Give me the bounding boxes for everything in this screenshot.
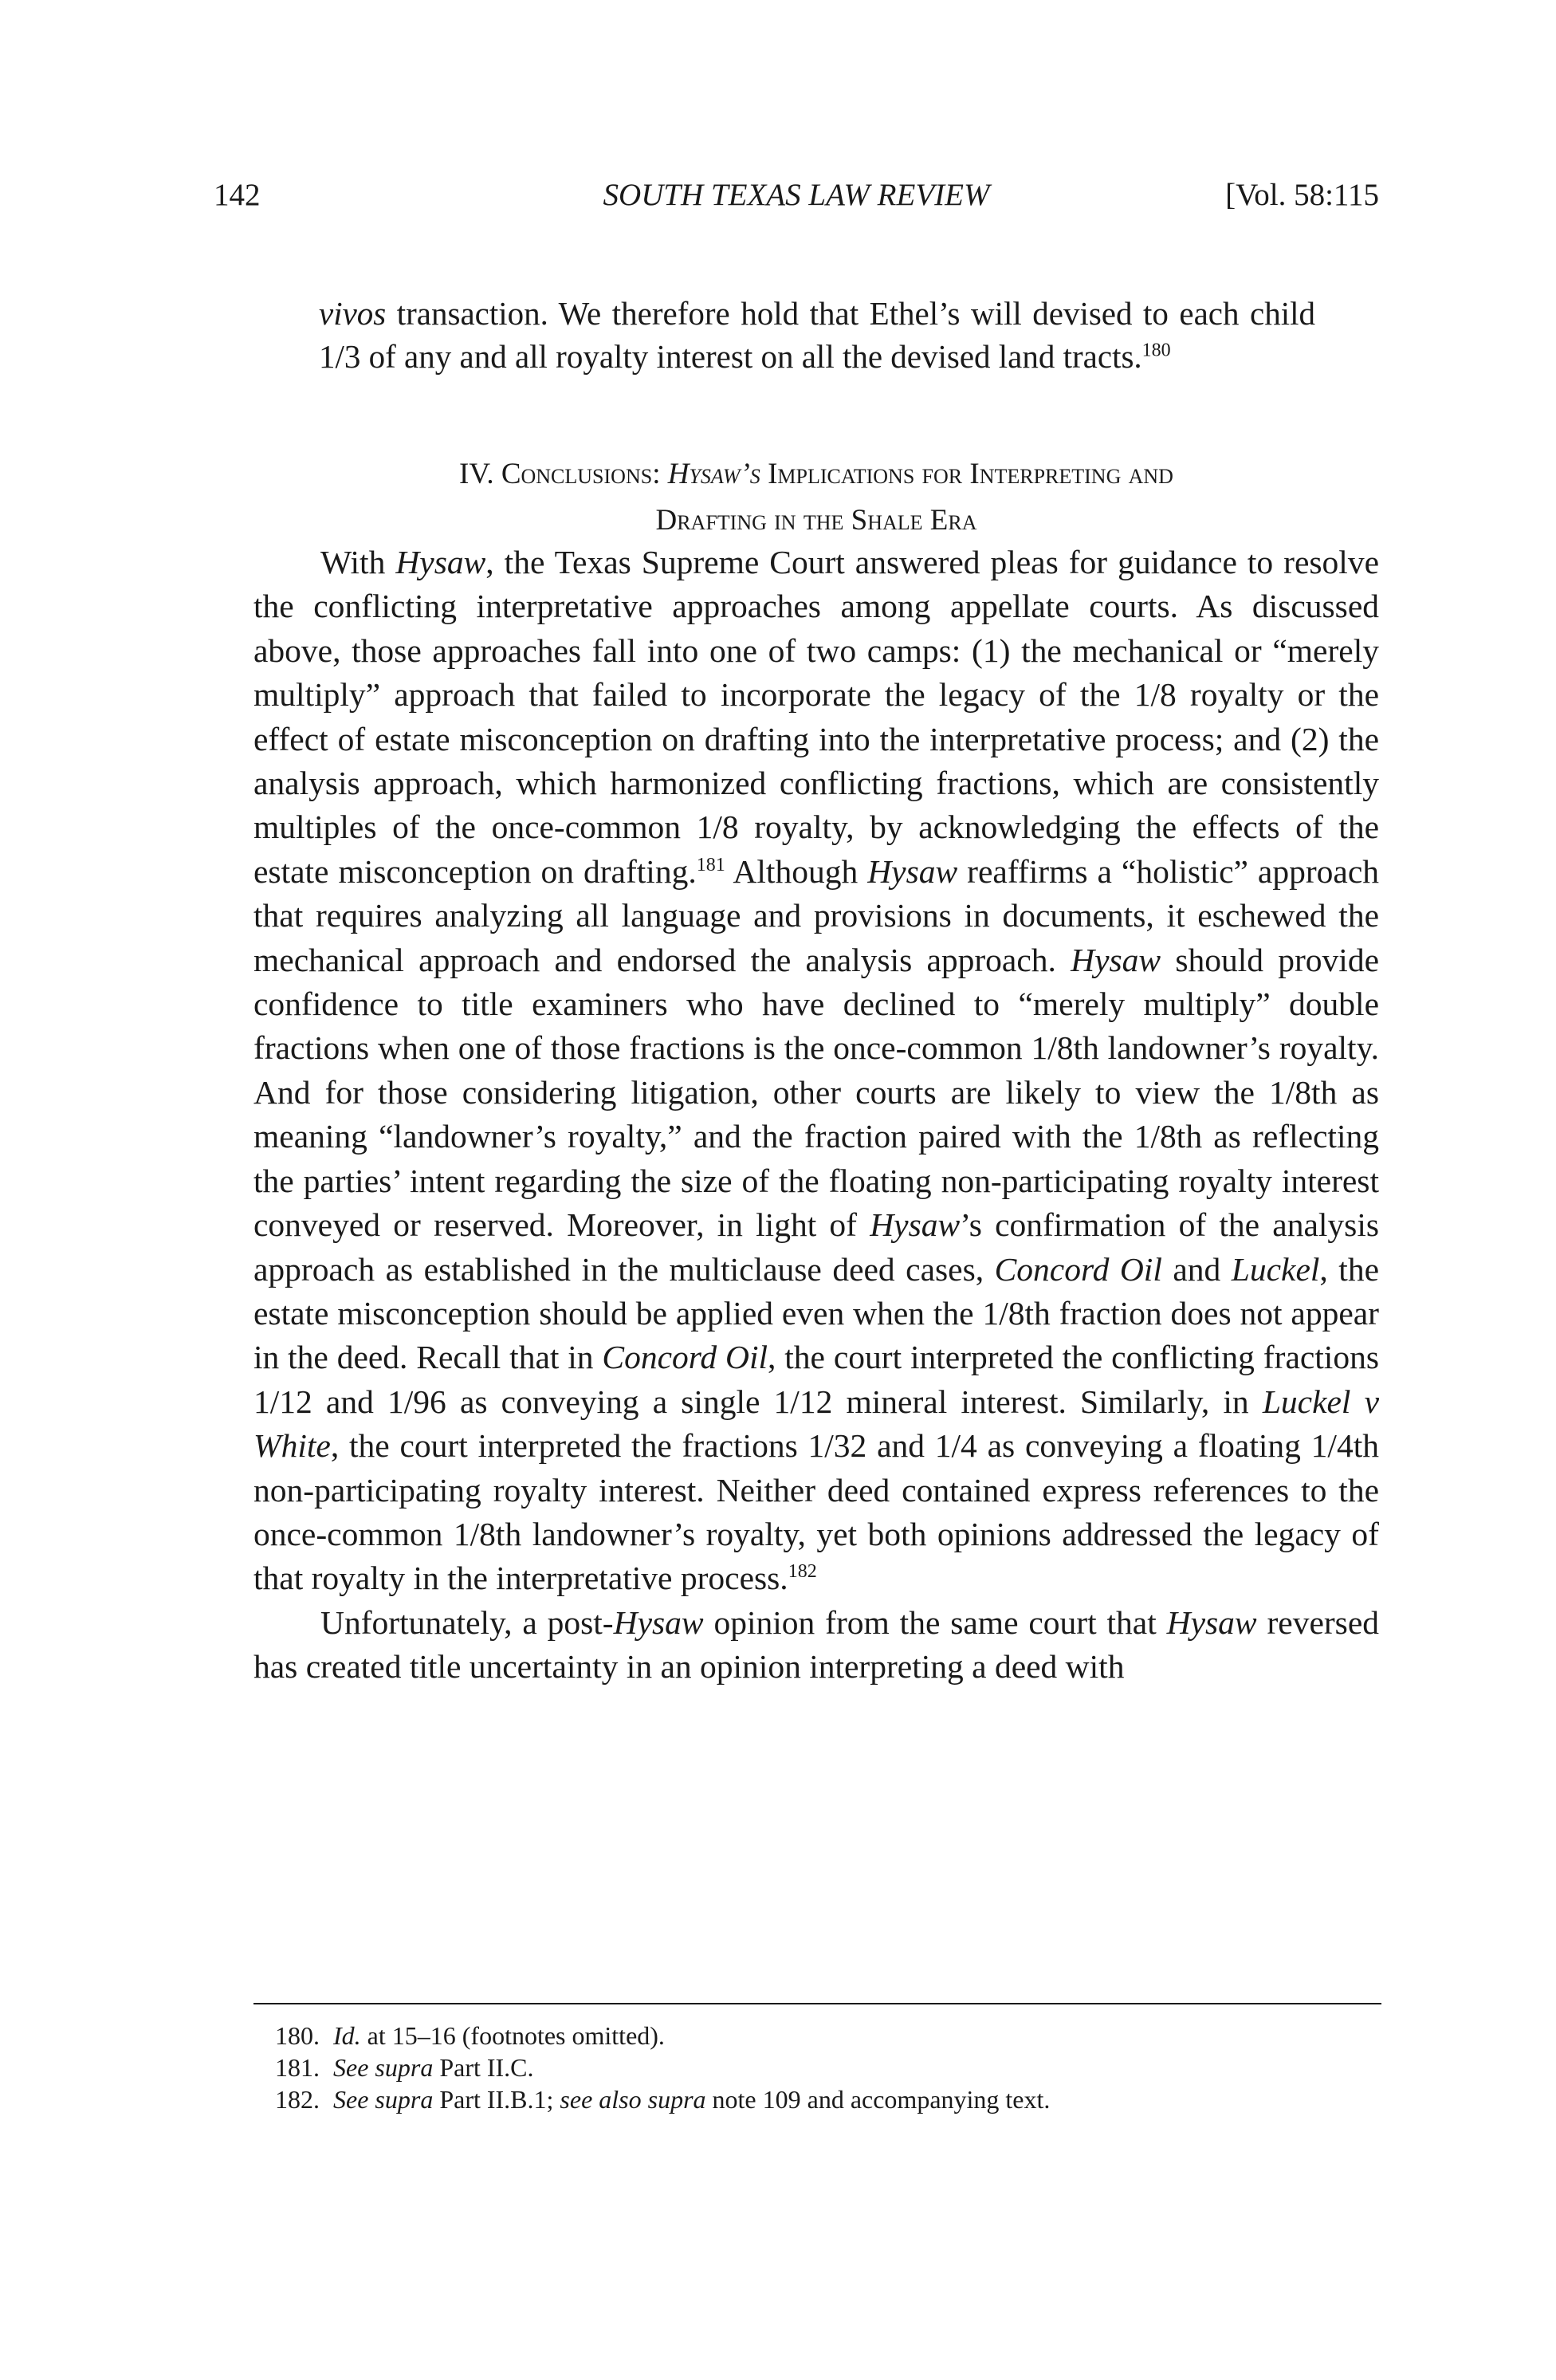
footnote-signal: See supra [333,2053,434,2082]
quote-text: transaction. We therefore hold that Ethel’s will devised to each child 1/3 of any and all royalty interest on all the devised land tracts. [319,295,1315,375]
footnote-signal: See supra [333,2085,434,2114]
case-name: Concord Oil [994,1250,1162,1288]
footnote-text [333,2083,1379,2115]
footnote-text [333,2020,1379,2052]
heading-conclusions: Conclusions: [501,458,668,490]
p1-text: , the court interpreted the conflicting fractions 1/12 and 1/96 as conveying a single 1/12 mineral interest. Similarly, in [253,1339,1379,1420]
footnote-182 [253,2083,1379,2115]
case-name: Hysaw [1166,1603,1257,1641]
footnote-body: note 109 and accompanying text. [705,2085,1051,2114]
p1-text: and [1161,1250,1232,1288]
p1-text: reaffirms a “holistic” approach that requires analyzing all language and provisions in documents, it eschewed the mechanical approach and endorsed the analysis approach. [253,852,1380,978]
paragraph-1 [253,541,1379,1601]
journal-title: SOUTH TEXAS LAW REVIEW [603,178,990,212]
p1-text: , the court interpreted the fractions 1/32 and 1/4 as conveying a floating 1/4th non-participating royalty interest. Neither deed contained express references to the once-common 1/8th landowner’s royalty, yet both opinions addressed the legacy of that royalty in the interpretative process. [253,1427,1379,1597]
footnote-body: Part II.B.1; [433,2085,560,2114]
p2-text: opinion from the same court that [703,1603,1167,1641]
footnote-number: 180. [275,2021,320,2050]
volume-citation: [Vol. 58:115 [1225,178,1379,212]
p1-text: Although [725,852,868,890]
main-text [253,541,1379,1690]
footnote-ref-180[interactable]: 180 [1141,340,1171,361]
p1-text: With [320,544,396,580]
p1-text: , the Texas Supreme Court answered pleas for guidance to resolve the conflicting interpretative approaches among appellate courts. As discussed above, those approaches fall into one of two camps: (1) the mechanical or “merely multiply” approach that failed to incorporate the legacy of the 1/8 royalty or the effect of estate misconception on drafting into the interpretative process; and (2) the analysis approach, which harmonized conflicting fractions, which are consistently multiples of the once-common 1/8 royalty, by acknowledging the effects of the estate misconception on drafting. [253,544,1379,890]
quote-paragraph [319,292,1315,378]
case-name: Concord Oil [602,1339,768,1376]
footnote-number: 182. [275,2085,320,2114]
p2-text: reversed has created title uncertainty in an opinion interpreting a deed with [253,1603,1380,1686]
footnote-body: Part II.C. [433,2053,534,2082]
heading-line-2: Drafting in the Shale Era [655,504,977,537]
footnote-text [333,2052,1379,2083]
p1-text: should provide confidence to title examiners who have declined to “merely multiply” double fractions when one of those fractions is the once-common 1/8th landowner’s royalty. And for those considering litigation, other courts are likely to view the 1/8th as meaning “landowner’s royalty,” and the fraction paired with the 1/8th as reflecting the parties’ intent regarding the size of the floating non-participating royalty interest conveyed or reserved. Moreover, in light of [253,941,1379,1244]
footnote-ref-181[interactable]: 181 [696,855,725,876]
p1-text: ’s confirmation of the analysis approach as established in the multiclause deed cases, [253,1206,1379,1288]
footnote-signal: see also supra [560,2085,706,2114]
p1-text: , the estate misconception should be applied even when the 1/8th fraction does not appear in the deed. Recall that in [253,1250,1379,1376]
p2-text: Unfortunately, a post- [320,1603,614,1641]
case-name: Hysaw [870,1206,961,1244]
case-name: Luckel [1231,1250,1320,1288]
block-quote [319,292,1315,378]
quote-italic-vivos: vivos [319,295,387,332]
case-name: Luckel v White [253,1383,1380,1465]
heading-hysaw: Hysaw’s [667,458,760,490]
paragraph-2 [253,1601,1379,1690]
section-numeral: IV. [459,458,501,490]
case-name: Hysaw [613,1603,704,1641]
page-number: 142 [214,178,261,212]
heading-line-1 [253,451,1379,498]
case-name: Hysaw [867,852,958,890]
footnotes [253,2020,1379,2115]
footnote-181 [253,2052,1379,2083]
footnote-number: 181. [275,2053,320,2082]
case-name: Hysaw [1071,941,1161,978]
heading-implications: Implications for Interpreting and [760,458,1173,490]
footnote-body: at 15–16 (footnotes omitted). [360,2021,665,2050]
section-heading [253,451,1379,544]
footnote-ref-182[interactable]: 182 [788,1561,817,1583]
running-header [214,171,1379,219]
footnote-divider [253,2003,1381,2004]
footnote-signal: Id. [333,2021,361,2050]
footnote-180 [253,2020,1379,2052]
case-name: Hysaw [395,544,486,580]
